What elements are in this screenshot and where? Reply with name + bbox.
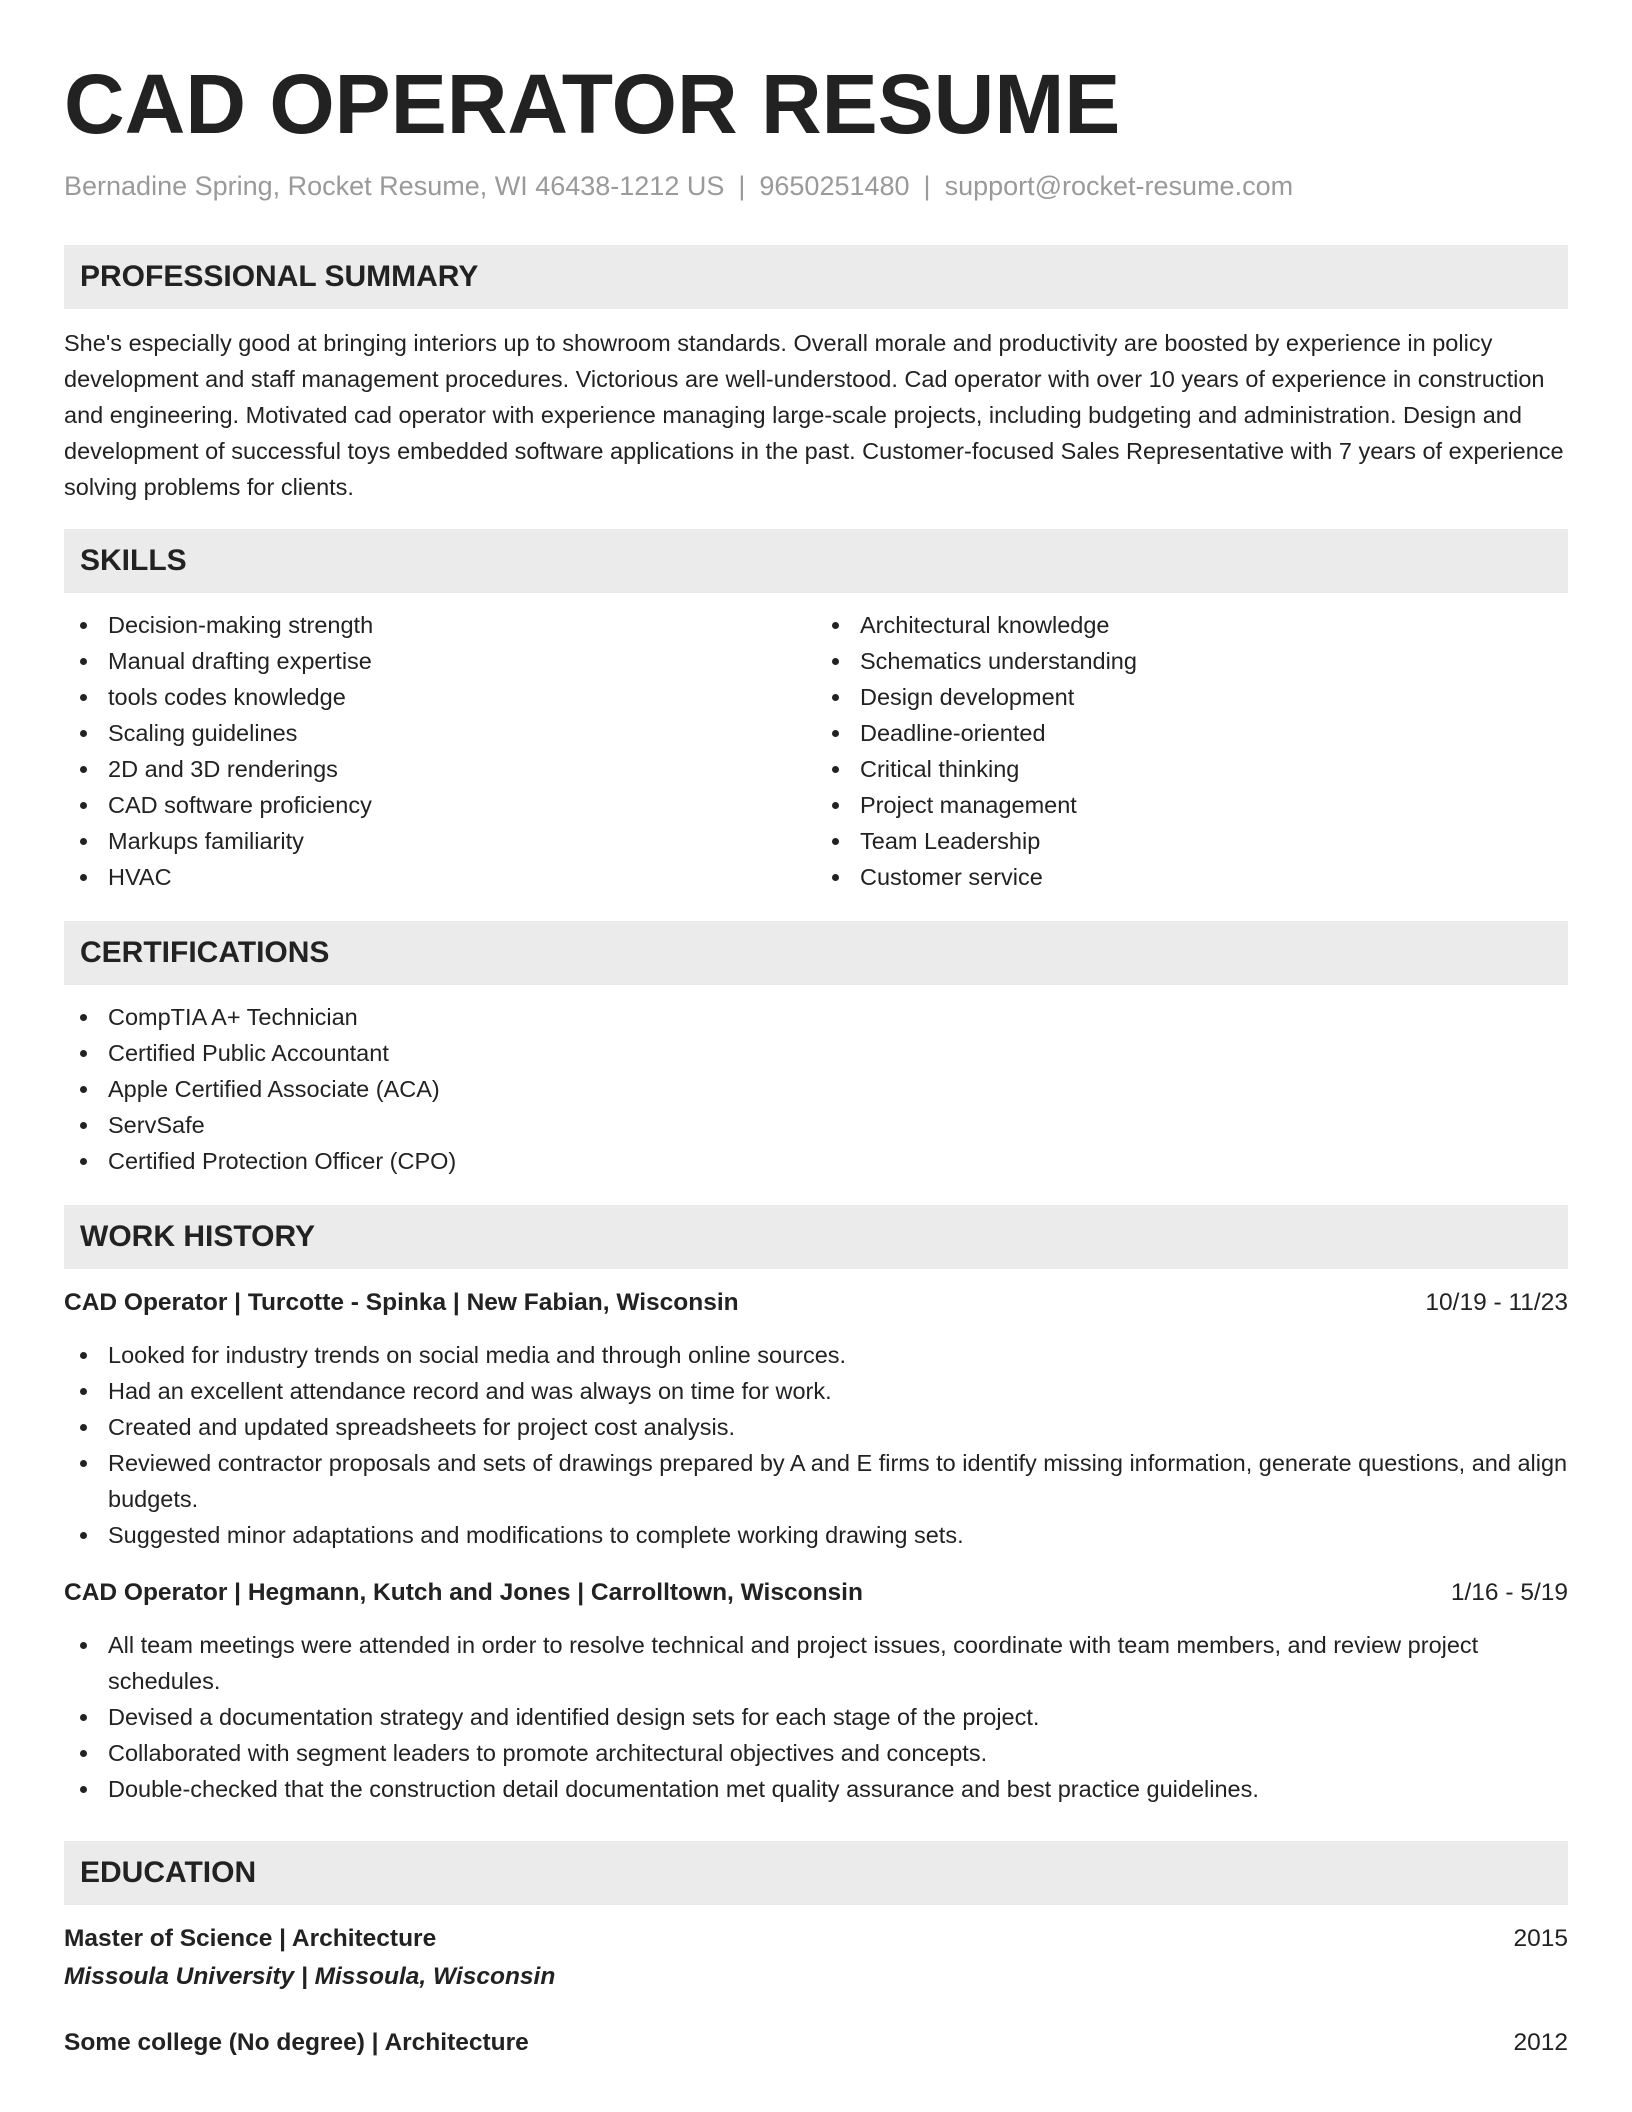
skills-column-right (816, 607, 1568, 895)
certification-item: Certified Public Accountant (64, 1035, 1568, 1071)
skill-item: CAD software proficiency (64, 787, 816, 823)
certification-item: Apple Certified Associate (ACA) (64, 1071, 1568, 1107)
job-entry (64, 1575, 1568, 1807)
job-bullet: Suggested minor adaptations and modifications to complete working drawing sets. (64, 1517, 1568, 1553)
education-year: 2012 (1513, 2029, 1568, 2056)
education-school: Missoula University | Missoula, Wisconsin (64, 1963, 556, 1990)
education-degree: Master of Science | Architecture (64, 1925, 437, 1952)
skill-item: Deadline-oriented (816, 715, 1568, 751)
education-header (64, 2025, 1568, 2061)
skills-column-left (64, 607, 816, 895)
job-header (64, 1285, 1568, 1321)
contact-email: support@rocket-resume.com (944, 171, 1294, 201)
resume-title: CAD OPERATOR RESUME (64, 57, 1121, 151)
job-bullets (64, 1337, 1568, 1553)
job-bullet: Double-checked that the construction detail documentation met quality assurance and best practice guidelines. (64, 1771, 1568, 1807)
job-bullet: Had an excellent attendance record and was always on time for work. (64, 1373, 1568, 1409)
job-bullet: Reviewed contractor proposals and sets of drawings prepared by A and E firms to identify missing information, generate questions, and align budgets. (64, 1445, 1568, 1517)
job-entry (64, 1285, 1568, 1553)
education-entry (64, 1921, 1568, 1997)
contact-address: Bernadine Spring, Rocket Resume, WI 46438-1212 US (64, 171, 725, 201)
skill-item: Architectural knowledge (816, 607, 1568, 643)
job-title: CAD Operator | Hegmann, Kutch and Jones | Carrolltown, Wisconsin (64, 1579, 863, 1606)
education-degree: Some college (No degree) | Architecture (64, 2029, 529, 2056)
job-bullet: Created and updated spreadsheets for project cost analysis. (64, 1409, 1568, 1445)
skill-item: Team Leadership (816, 823, 1568, 859)
job-bullet: Devised a documentation strategy and identified design sets for each stage of the project. (64, 1699, 1568, 1735)
education-year: 2015 (1513, 1925, 1568, 1952)
certification-item: Certified Protection Officer (CPO) (64, 1143, 1568, 1179)
skill-item: HVAC (64, 859, 816, 895)
skill-item: Project management (816, 787, 1568, 823)
education-header (64, 1921, 1568, 1957)
job-bullet: Looked for industry trends on social media and through online sources. (64, 1337, 1568, 1373)
skill-item: Decision-making strength (64, 607, 816, 643)
job-dates: 1/16 - 5/19 (1450, 1579, 1568, 1606)
job-bullet: Collaborated with segment leaders to promote architectural objectives and concepts. (64, 1735, 1568, 1771)
contact-separator: | (923, 171, 931, 201)
education-heading: EDUCATION (64, 1841, 1568, 1905)
skill-item: Manual drafting expertise (64, 643, 816, 679)
skills-list (64, 607, 1568, 895)
certifications-heading: CERTIFICATIONS (64, 921, 1568, 985)
job-bullet: All team meetings were attended in order to resolve technical and project issues, coordinate with team members, and review project schedules. (64, 1627, 1568, 1699)
summary-heading: PROFESSIONAL SUMMARY (64, 245, 1568, 309)
skill-item: Markups familiarity (64, 823, 816, 859)
skill-item: Schematics understanding (816, 643, 1568, 679)
skill-item: Customer service (816, 859, 1568, 895)
certifications-list (64, 999, 1568, 1179)
job-header (64, 1575, 1568, 1611)
education-entry (64, 2025, 1568, 2061)
skill-item: 2D and 3D renderings (64, 751, 816, 787)
job-bullets (64, 1627, 1568, 1807)
job-dates: 10/19 - 11/23 (1425, 1289, 1568, 1316)
skill-item: Critical thinking (816, 751, 1568, 787)
contact-line (64, 168, 1568, 204)
skill-item: tools codes knowledge (64, 679, 816, 715)
work-history-heading: WORK HISTORY (64, 1205, 1568, 1269)
summary-text: She's especially good at bringing interiors up to showroom standards. Overall morale and productivity are boosted by experience in policy development and staff management procedures. Victorious are well-understood. Cad operator with over 10 years of experience in construction and engineering. Motivated cad operator with experience managing large-scale projects, including budgeting and administration. Design and development of successful toys embedded software applications in the past. Customer-focused Sales Representative with 7 years of experience solving problems for clients. (64, 330, 1564, 500)
skill-item: Scaling guidelines (64, 715, 816, 751)
contact-phone: 9650251480 (759, 171, 910, 201)
skills-heading: SKILLS (64, 529, 1568, 593)
certification-item: ServSafe (64, 1107, 1568, 1143)
job-title: CAD Operator | Turcotte - Spinka | New Fabian, Wisconsin (64, 1289, 739, 1316)
skill-item: Design development (816, 679, 1568, 715)
contact-separator: | (738, 171, 746, 201)
certification-item: CompTIA A+ Technician (64, 999, 1568, 1035)
